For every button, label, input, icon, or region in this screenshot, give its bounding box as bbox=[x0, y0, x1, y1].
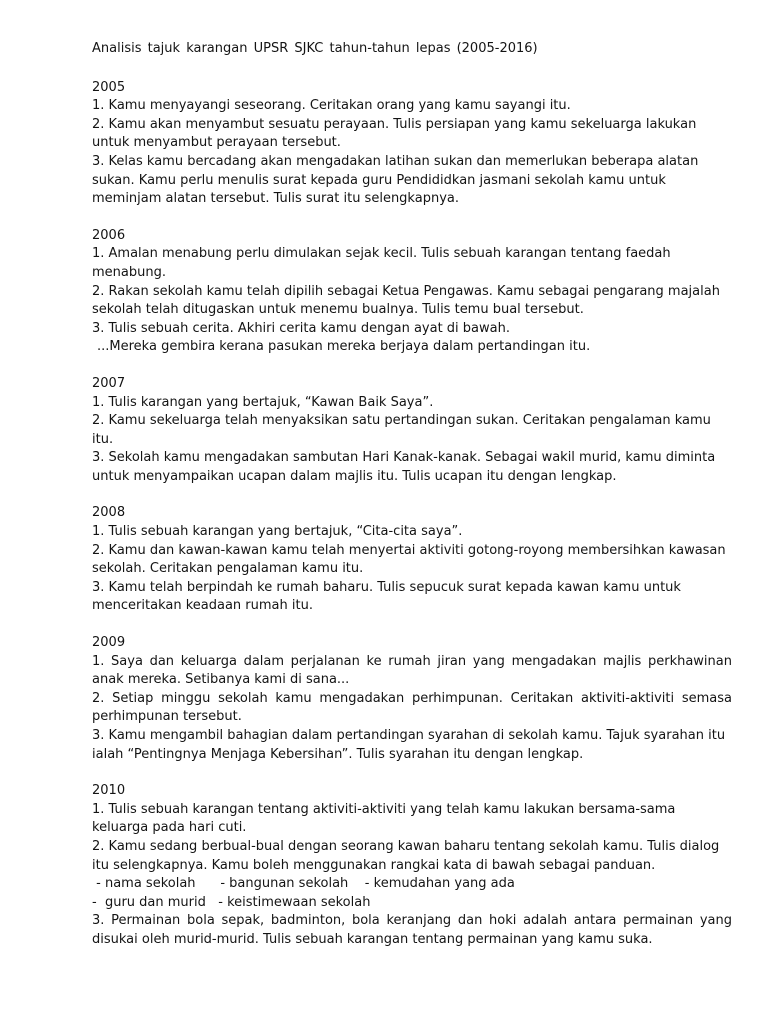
year-heading: 2007 bbox=[92, 375, 126, 391]
guide-phrases-line: - guru dan murid - keistimewaan sekolah bbox=[92, 894, 371, 910]
question-item: 3. Tulis sebuah cerita. Akhiri cerita kamu dengan ayat di bawah. bbox=[92, 320, 510, 336]
year-heading: 2006 bbox=[92, 227, 126, 243]
question-item: 2. Kamu dan kawan-kawan kamu telah menyertai aktiviti gotong-royong membersihkan kawasan sekolah. Ceritakan pengalaman kamu itu. bbox=[92, 542, 726, 577]
year-section-2008 bbox=[92, 504, 732, 616]
question-item: 3. Kamu telah berpindah ke rumah baharu. Tulis sepucuk surat kepada kawan kamu untuk menceritakan keadaan rumah itu. bbox=[92, 579, 681, 614]
year-heading: 2008 bbox=[92, 505, 126, 521]
year-heading: 2010 bbox=[92, 783, 126, 799]
year-heading: 2009 bbox=[92, 635, 126, 651]
year-section-2009 bbox=[92, 634, 732, 764]
year-heading: 2005 bbox=[92, 79, 126, 95]
year-section-2007 bbox=[92, 375, 732, 487]
question-item: 1. Kamu menyayangi seseorang. Ceritakan orang yang kamu sayangi itu. bbox=[92, 98, 571, 114]
document-page bbox=[92, 40, 732, 968]
question-item: 2. Kamu sekeluarga telah menyaksikan satu pertandingan sukan. Ceritakan pengalaman kamu itu. bbox=[92, 413, 711, 447]
year-section-2010 bbox=[92, 782, 732, 949]
question-item: 3. Sekolah kamu mengadakan sambutan Hari Kanak-kanak. Sebagai wakil murid, kamu diminta untuk menyampaikan ucapan dalam majlis itu. Tulis ucapan itu dengan lengkap. bbox=[92, 450, 716, 484]
question-item: 2. Kamu sedang berbual-bual dengan seorang kawan baharu tentang sekolah kamu. Tulis dialog itu selengkapnya. Kamu boleh menggunakan rangkai kata di bawah sebagai panduan. bbox=[92, 838, 720, 873]
document-title: Analisis tajuk karangan UPSR SJKC tahun-tahun lepas (2005-2016) bbox=[92, 41, 538, 56]
year-section-2006 bbox=[92, 227, 732, 357]
question-item: 2. Setiap minggu sekolah kamu mengadakan perhimpunan. Ceritakan aktiviti-aktiviti semasa perhimpunan tersebut. bbox=[92, 690, 732, 725]
question-item: 1. Tulis karangan yang bertajuk, “Kawan Baik Saya”. bbox=[92, 394, 434, 410]
question-item: 1. Saya dan keluarga dalam perjalanan ke rumah jiran yang mengadakan majlis perkhawinan anak mereka. Setibanya kami di sana... bbox=[92, 653, 732, 688]
question-item: 3. Permainan bola sepak, badminton, bola keranjang dan hoki adalah antara permainan yang disukai oleh murid-murid. Tulis sebuah karangan tentang permainan yang kamu suka. bbox=[92, 913, 732, 947]
question-item: 3. Kelas kamu bercadang akan mengadakan latihan sukan dan memerlukan beberapa alatan sukan. Kamu perlu menulis surat kepada guru Pendididkan jasmani sekolah kamu untuk meminjam alatan tersebut. Tulis surat itu selengkapnya. bbox=[92, 153, 699, 207]
question-item: 1. Amalan menabung perlu dimulakan sejak kecil. Tulis sebuah karangan tentang faedah menabung. bbox=[92, 246, 671, 280]
question-item: 2. Kamu akan menyambut sesuatu perayaan. Tulis persiapan yang kamu sekeluarga lakukan untuk menyambut perayaan tersebut. bbox=[92, 116, 697, 151]
story-ending-line: ...Mereka gembira kerana pasukan mereka berjaya dalam pertandingan itu. bbox=[97, 339, 591, 355]
question-item: 2. Rakan sekolah kamu telah dipilih sebagai Ketua Pengawas. Kamu sebagai pengarang majalah sekolah telah ditugaskan untuk menemu bualnya. Tulis temu bual tersebut. bbox=[92, 283, 720, 318]
question-item: 1. Tulis sebuah karangan tentang aktiviti-aktiviti yang telah kamu lakukan bersama-sama keluarga pada hari cuti. bbox=[92, 801, 676, 836]
question-item: 1. Tulis sebuah karangan yang bertajuk, “Cita-cita saya”. bbox=[92, 524, 463, 540]
guide-phrases-line: - nama sekolah - bangunan sekolah - kemudahan yang ada bbox=[92, 876, 515, 892]
question-item: 3. Kamu mengambil bahagian dalam pertandingan syarahan di sekolah kamu. Tajuk syarahan itu ialah “Pentingnya Menjaga Kebersihan”. Tulis syarahan itu dengan lengkap. bbox=[92, 728, 726, 762]
year-section-2005 bbox=[92, 79, 732, 209]
